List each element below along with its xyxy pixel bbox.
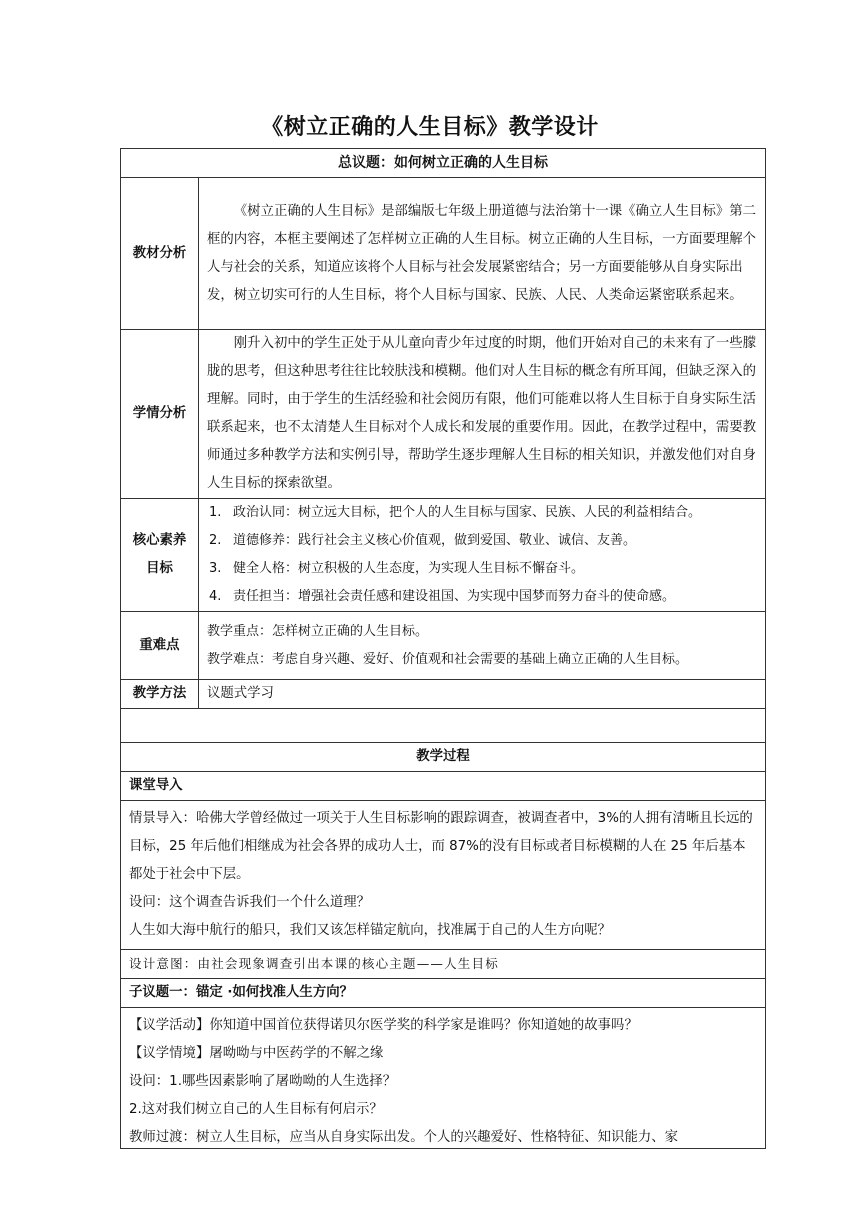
goals-cell [199, 499, 766, 612]
intro-heading: 课堂导入 [121, 772, 766, 801]
material-text: 《树立正确的人生目标》是部编版七年级上册道德与法治第十一课《确立人生目标》第二框的内容，本框主要阐述了怎样树立正确的人生目标。树立正确的人生目标，一方面要理解个人与社会的关系，知道应该将个人目标与社会发展紧密结合；另一方面要能够从自身实际出发，树立切实可行的人生目标，将个人目标与国家、民族、人民、人类命运紧密联系起来。 [207, 203, 757, 303]
method-value: 议题式学习 [199, 680, 766, 709]
goal-item [209, 555, 761, 583]
goal-item [209, 583, 761, 611]
topic-row [121, 149, 766, 178]
document-title: 《树立正确的人生目标》教学设计 [261, 115, 599, 140]
goal-text: 责任担当：增强社会责任感和建设祖国、为实现中国梦而努力奋斗的使命感。 [233, 589, 676, 604]
process-title-row [121, 743, 766, 772]
sub-topic-row [121, 979, 766, 1008]
intro-content-row [121, 801, 766, 950]
goal-text: 政治认同：树立远大目标，把个人的人生目标与国家、民族、人民的利益相结合。 [233, 505, 702, 520]
intro-head-row [121, 772, 766, 801]
intro-bridge: 人生如大海中航行的船只，我们又该怎样锚定航向，找准属于自己的人生方向呢？ [129, 923, 612, 938]
blank-row [121, 709, 766, 743]
goal-text: 健全人格：树立积极的人生态度，为实现人生目标不懈奋斗。 [233, 561, 585, 576]
goal-number: 4. [209, 589, 222, 604]
students-label: 学情分析 [121, 330, 199, 499]
blank-cell [121, 709, 766, 743]
goals-list [209, 499, 761, 611]
goal-item [209, 527, 761, 555]
students-row [121, 330, 766, 499]
method-row [121, 680, 766, 709]
intro-question: 设问：这个调查告诉我们一个什么道理？ [129, 895, 371, 910]
lesson-plan-table [120, 148, 766, 1149]
intro-scenario: 情景导入：哈佛大学曾经做过一项关于人生目标影响的跟踪调查，被调查者中，3%的人拥有清晰且长远的目标，25 年后他们相继成为社会各界的成功人士，而 87%的没有目标或者目标模糊的人在 25 年后基本都处于社会中下层。 [129, 811, 753, 882]
keypoints-label: 重难点 [121, 612, 199, 680]
goal-item [209, 499, 761, 527]
goals-label [121, 499, 199, 612]
keypoints-row [121, 612, 766, 680]
sub-topic-heading: 子议题一：锚定 ·如何找准人生方向？ [121, 979, 766, 1008]
goals-label-line1: 核心素养 [132, 533, 187, 548]
goal-number: 3. [209, 561, 222, 576]
design-intent: 设计意图：由社会现象调查引出本课的核心主题——人生目标 [121, 950, 766, 979]
material-row [121, 178, 766, 330]
transition-wrap [129, 1124, 757, 1148]
students-text: 刚升入初中的学生正处于从儿童向青少年过度的时期，他们开始对自己的未来有了一些朦胧的思考，但这种思考往往比较肤浅和模糊。他们对人生目标的概念有所耳闻，但缺乏深入的理解。同时，由于学生的生活经验和社会阅历有限，他们可能难以将人生目标于自身实际生活联系起来，也不太清楚人生目标对个人成长和发展的重要作用。因此，在教学过程中，需要教师通过多种教学方法和实例引导，帮助学生逐步理解人生目标的相关知识，并激发他们对自身人生目标的探索欲望。 [207, 336, 757, 491]
teaching-difficulty: 教学难点：考虑自身兴趣、爱好、价值观和社会需要的基础上确立正确的人生目标。 [207, 651, 689, 667]
students-cell [199, 330, 766, 499]
material-label: 教材分析 [121, 178, 199, 330]
teaching-focus: 教学重点：怎样树立正确的人生目标。 [207, 623, 429, 639]
method-label: 教学方法 [121, 680, 199, 709]
keypoints-cell [199, 612, 766, 680]
goal-text: 道德修养：践行社会主义核心价值观，做到爱国、敬业、诚信、友善。 [233, 533, 637, 548]
material-cell [199, 178, 766, 330]
goal-number: 2. [209, 533, 222, 548]
goals-row [121, 499, 766, 612]
intro-content [121, 801, 766, 950]
main-topic: 总议题：如何树立正确的人生目标 [121, 149, 766, 178]
sub-topic-content-row [121, 1008, 766, 1149]
goals-label-line2: 目标 [146, 561, 173, 576]
goal-number: 1. [209, 505, 222, 520]
discussion-situation: 【议学情境】屠呦呦与中医药学的不解之缘 [129, 1046, 384, 1061]
discussion-activity: 【议学活动】你知道中国首位获得诺贝尔医学奖的科学家是谁吗？你知道她的故事吗？ [129, 1018, 638, 1033]
question-one: 设问：1.哪些因素影响了屠呦呦的人生选择？ [129, 1074, 397, 1089]
design-intent-row [121, 950, 766, 979]
teacher-transition: 教师过渡：树立人生目标，应当从自身实际出发。个人的兴趣爱好、性格特征、知识能力、家 [129, 1130, 679, 1145]
question-two: 2.这对我们树立自己的人生目标有何启示？ [129, 1102, 383, 1117]
sub-topic-content [121, 1008, 766, 1149]
process-title: 教学过程 [121, 743, 766, 772]
